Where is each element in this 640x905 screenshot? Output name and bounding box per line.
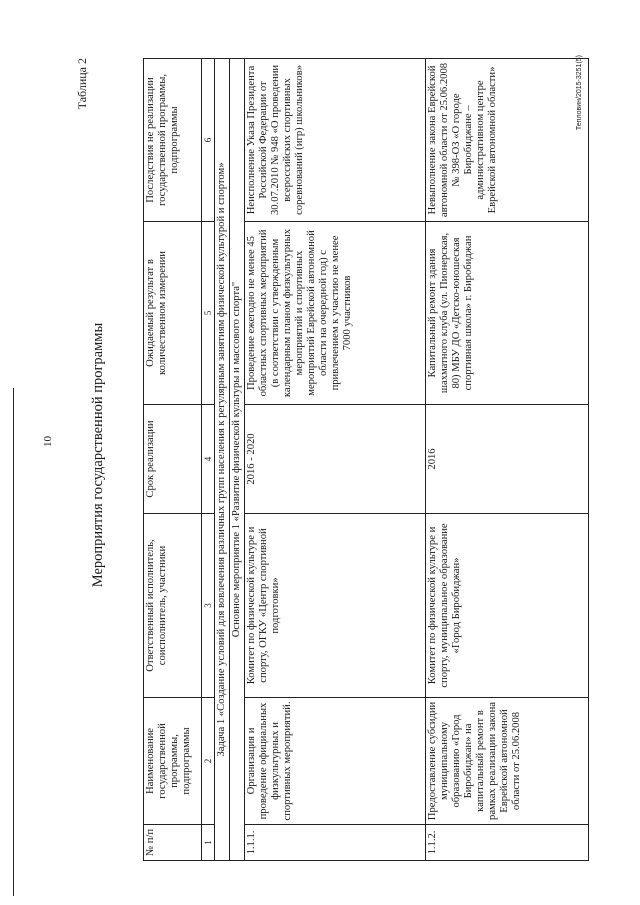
task-row [215, 59, 230, 861]
event-consequence: Неисполнение Указа Президента Российской Федерации от 30.07.2010 № 948 «О проведении всероссийских спортивных соревнований (игр) школьников» [245, 59, 426, 222]
header-cell-result: Ожидаемый результат в количественном измерении [144, 222, 202, 405]
event-name: Предоставление субсидии муниципальному образованию «Город Биробиджан» на капитальный ремонт в рамках реализации закона Еврейской автономной области от 25.06.2008 [426, 698, 589, 825]
column-number: 3 [202, 514, 215, 698]
column-number-row [202, 59, 215, 861]
event-period: 2016 - 2020 [245, 405, 426, 514]
table-row [245, 59, 426, 861]
header-cell-executor: Ответственный исполнитель, соисполнитель, участники [144, 514, 202, 698]
event-result: Проведение ежегодно не менее 45 областных спортивных мероприятий (в соответствии с утвержденным календарным планом физкультурных мероприятий и спортивных мероприятий Еврейской автономной области на очередной год) с привлечением к участию не менее 7000 участников [245, 222, 426, 405]
page-number: 10 [42, 436, 54, 447]
event-result: Капитальный ремонт здания шахматного клуба (ул. Пионерская, 80) МБУ ДО «Детско-юношеская спортивная школа» г. Биробиджан [426, 222, 589, 405]
header-cell-consequence: Последствия не реализации государственной программы, подпрограммы [144, 59, 202, 222]
column-number: 5 [202, 222, 215, 405]
events-table [143, 58, 589, 861]
page-title: Мероприятия государственной программы [90, 322, 106, 588]
event-name: Организация и проведение официальных физкультурных и спортивных мероприятий. [245, 698, 426, 825]
main-event-row [230, 59, 245, 861]
header-cell-period: Срок реализации [144, 405, 202, 514]
column-number: 6 [202, 59, 215, 222]
column-number: 4 [202, 405, 215, 514]
column-number: 2 [202, 698, 215, 825]
table-row [426, 59, 589, 861]
task-row-text: Задача 1 «Создание условий для вовлечения различных групп населения к регулярным занятиям физической культурой и спортом» [215, 59, 230, 861]
table-label: Таблица 2 [75, 58, 89, 110]
header-cell-no: № п/п [144, 825, 202, 861]
footer-code: Тепловин/2015-3251(5) [576, 55, 583, 131]
main-event-text: Основное мероприятие 1 «Развитие физической культуры и массового спорта" [230, 59, 245, 861]
row-number: 1.1.1. [245, 825, 426, 861]
header-row [144, 59, 202, 861]
event-period: 2016 [426, 405, 589, 514]
column-number: 1 [202, 825, 215, 861]
binding-line [13, 388, 14, 896]
header-cell-name: Наименование государственной программы, подпрограммы [144, 698, 202, 825]
event-executor: Комитет по физической культуре и спорту, ОГКУ «Центр спортивной подготовки» [245, 514, 426, 698]
event-consequence: Невыполнение закона Еврейской автономной области от 25.06.2008 № 398-ОЗ «О городе Биробиджане – административном центре Еврейской автономной области» [426, 59, 589, 222]
row-number: 1.1.2. [426, 825, 589, 861]
rotated-page-content [75, 35, 595, 875]
event-executor: Комитет по физической культуре и спорту, муниципальное образование «Город Биробиджан» [426, 514, 589, 698]
